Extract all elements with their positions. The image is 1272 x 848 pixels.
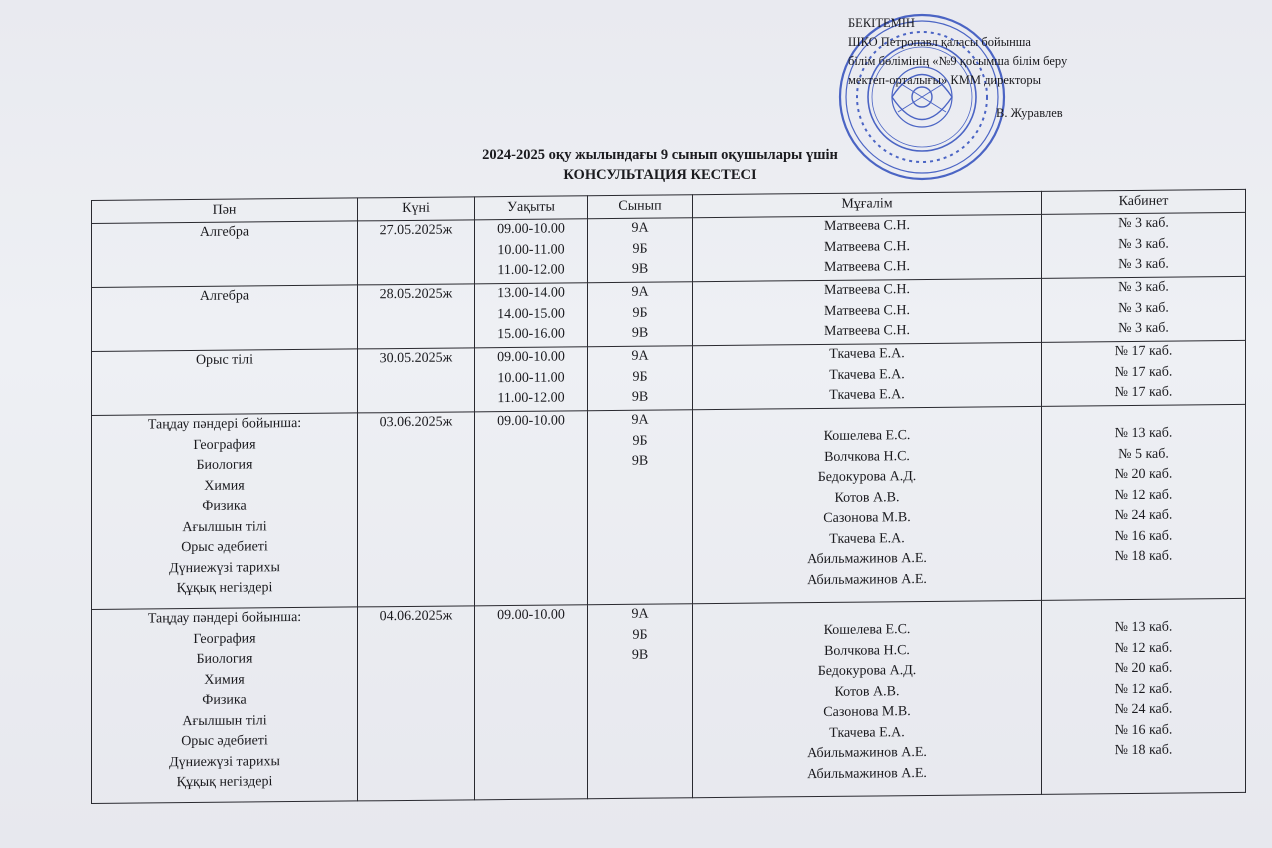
class-line: 9Б bbox=[632, 305, 648, 321]
teacher-line: Сазонова М.В. bbox=[823, 510, 911, 526]
subject-cell bbox=[92, 349, 358, 416]
class-line: 9В bbox=[631, 389, 649, 405]
room-line: № 12 каб. bbox=[1114, 640, 1173, 656]
teacher-cell bbox=[693, 278, 1042, 345]
time-line: 10.00-11.00 bbox=[497, 369, 565, 386]
date-cell: 28.05.2025ж bbox=[358, 284, 475, 349]
teacher-line: Матвеева С.Н. bbox=[824, 302, 910, 319]
title-line-2: КОНСУЛЬТАЦИЯ КЕСТЕСІ bbox=[563, 167, 757, 183]
room-cell bbox=[1042, 598, 1246, 794]
class-cell bbox=[588, 410, 693, 605]
subject-line: Биология bbox=[196, 457, 253, 473]
teacher-line: Ткачева Е.А. bbox=[829, 724, 905, 741]
teacher-cell bbox=[693, 600, 1042, 797]
subject-line: Алгебра bbox=[199, 288, 250, 304]
approval-line: ШКО Петропавл қаласы бойынша bbox=[848, 35, 1031, 49]
subject-line: Орыс тілі bbox=[195, 352, 254, 368]
class-line: 9В bbox=[631, 647, 649, 663]
room-line: № 3 каб. bbox=[1118, 320, 1169, 337]
class-line: 9В bbox=[631, 453, 649, 469]
teacher-line: Абильмажинов А.Е. bbox=[807, 744, 927, 762]
time-line: 10.00-11.00 bbox=[497, 241, 565, 258]
teacher-line: Матвеева С.Н. bbox=[824, 238, 910, 255]
room-line: № 3 каб. bbox=[1118, 300, 1169, 316]
approval-block bbox=[848, 14, 1148, 123]
time-cell bbox=[475, 219, 588, 284]
teacher-line: Ткачева Е.А. bbox=[829, 387, 905, 403]
time-line: 09.00-10.00 bbox=[497, 349, 565, 366]
teacher-line: Матвеева С.Н. bbox=[824, 282, 910, 298]
header-class: Сынып bbox=[588, 195, 693, 219]
time-cell bbox=[475, 411, 588, 606]
subject-line: Құқық негіздері bbox=[176, 774, 273, 791]
room-line: № 3 каб. bbox=[1118, 236, 1169, 252]
time-line: 11.00-12.00 bbox=[497, 262, 565, 279]
subject-cell bbox=[92, 285, 358, 352]
room-cell bbox=[1042, 212, 1246, 278]
time-cell bbox=[475, 347, 588, 412]
room-line: № 5 каб. bbox=[1118, 446, 1169, 462]
table-row bbox=[92, 340, 1246, 415]
time-cell bbox=[475, 605, 588, 800]
subject-cell bbox=[92, 607, 358, 804]
room-line: № 17 каб. bbox=[1114, 343, 1173, 360]
class-line: 9Б bbox=[632, 627, 648, 643]
director-signature: В. Журавлев bbox=[996, 106, 1063, 120]
table-row bbox=[92, 404, 1246, 609]
room-line: № 13 каб. bbox=[1114, 425, 1173, 442]
subject-line: Физика bbox=[202, 692, 247, 708]
time-line: 09.00-10.00 bbox=[497, 607, 565, 624]
date-cell: 03.06.2025ж bbox=[358, 412, 475, 607]
teacher-line: Матвеева С.Н. bbox=[824, 259, 910, 275]
teacher-line: Бедокурова А.Д. bbox=[817, 663, 917, 680]
approval-line: мектеп-орталығы» КММ директоры bbox=[848, 73, 1042, 87]
subject-line: Алгебра bbox=[199, 224, 250, 240]
room-line: № 3 каб. bbox=[1118, 279, 1169, 296]
time-line: 09.00-10.00 bbox=[497, 221, 565, 238]
subject-line: Дүниежүзі тарихы bbox=[169, 559, 280, 576]
subject-line: Таңдау пәндері бойынша: bbox=[147, 609, 302, 627]
table-row bbox=[92, 212, 1246, 287]
subject-line: Ағылшын тілі bbox=[182, 712, 267, 729]
subject-line: Орыс әдебиеті bbox=[181, 539, 268, 556]
room-cell bbox=[1042, 340, 1246, 406]
page-title bbox=[380, 145, 940, 185]
header-time: Уақыты bbox=[475, 196, 588, 220]
class-cell bbox=[588, 218, 693, 283]
teacher-line: Матвеева С.Н. bbox=[824, 323, 910, 339]
consultation-table bbox=[91, 189, 1246, 804]
time-line: 13.00-14.00 bbox=[497, 285, 565, 302]
room-cell bbox=[1042, 276, 1246, 342]
approval-line: БЕКІТЕМІН bbox=[848, 16, 915, 30]
teacher-line: Бедокурова А.Д. bbox=[817, 469, 917, 486]
class-line: 9В bbox=[631, 325, 649, 341]
subject-line: География bbox=[193, 436, 256, 453]
class-line: 9Б bbox=[632, 369, 648, 385]
room-line: № 20 каб. bbox=[1114, 466, 1173, 483]
subject-line: Орыс әдебиеті bbox=[181, 733, 268, 750]
class-line: 9А bbox=[631, 220, 649, 236]
class-cell bbox=[588, 604, 693, 799]
class-cell bbox=[588, 282, 693, 347]
subject-cell bbox=[92, 413, 358, 610]
room-line: № 17 каб. bbox=[1114, 364, 1173, 380]
teacher-line: Абильмажинов А.Е. bbox=[807, 550, 927, 568]
teacher-line: Котов А.В. bbox=[834, 489, 900, 506]
subject-line: Дүниежүзі тарихы bbox=[169, 753, 280, 770]
teacher-cell bbox=[693, 214, 1042, 281]
teacher-line: Абильмажинов А.Е. bbox=[807, 765, 927, 782]
table-row bbox=[92, 276, 1246, 351]
subject-line: Химия bbox=[204, 478, 245, 494]
room-line: № 18 каб. bbox=[1114, 548, 1173, 565]
class-line: 9В bbox=[631, 261, 649, 277]
room-line: № 3 каб. bbox=[1118, 215, 1169, 232]
table-row bbox=[92, 598, 1246, 803]
class-line: 9Б bbox=[632, 241, 648, 257]
approval-line: білім бөлімінің «№9 қосымша білім беру bbox=[848, 54, 1068, 68]
header-room: Кабинет bbox=[1042, 189, 1246, 214]
subject-line: Химия bbox=[204, 672, 245, 688]
room-line: № 12 каб. bbox=[1114, 487, 1173, 503]
teacher-line: Абильмажинов А.Е. bbox=[807, 571, 927, 588]
date-cell: 04.06.2025ж bbox=[358, 606, 475, 801]
teacher-cell bbox=[693, 406, 1042, 603]
approval-spacer bbox=[848, 90, 1148, 104]
time-line: 15.00-16.00 bbox=[497, 326, 565, 343]
teacher-line: Матвеева С.Н. bbox=[824, 218, 910, 234]
header-subject: Пән bbox=[92, 198, 358, 224]
teacher-line: Ткачева Е.А. bbox=[829, 530, 905, 547]
teacher-line: Ткачева Е.А. bbox=[829, 346, 905, 362]
teacher-line: Волчкова Н.С. bbox=[824, 642, 910, 659]
subject-line: Таңдау пәндері бойынша: bbox=[147, 415, 302, 433]
class-cell bbox=[588, 346, 693, 411]
subject-line: Биология bbox=[196, 651, 253, 667]
room-line: № 13 каб. bbox=[1114, 619, 1173, 636]
subject-line: География bbox=[193, 630, 256, 647]
class-line: 9А bbox=[631, 412, 649, 428]
time-line: 09.00-10.00 bbox=[497, 413, 565, 430]
title-line-1: 2024-2025 оқу жылындағы 9 сынып оқушылары үшін bbox=[482, 147, 838, 163]
room-line: № 16 каб. bbox=[1114, 722, 1173, 738]
subject-cell bbox=[92, 221, 358, 288]
room-line: № 16 каб. bbox=[1114, 528, 1173, 544]
class-line: 9Б bbox=[632, 433, 648, 449]
room-line: № 12 каб. bbox=[1114, 681, 1173, 697]
room-line: № 3 каб. bbox=[1118, 256, 1169, 273]
header-date: Күні bbox=[358, 197, 475, 221]
room-line: № 18 каб. bbox=[1114, 742, 1173, 759]
time-line: 11.00-12.00 bbox=[497, 390, 565, 407]
teacher-cell bbox=[693, 342, 1042, 409]
date-cell: 30.05.2025ж bbox=[358, 348, 475, 413]
subject-line: Физика bbox=[202, 498, 247, 514]
header-teacher: Мұғалім bbox=[693, 191, 1042, 217]
class-line: 9А bbox=[631, 348, 649, 364]
room-line: № 24 каб. bbox=[1114, 701, 1173, 718]
teacher-line: Котов А.В. bbox=[834, 683, 900, 700]
class-line: 9А bbox=[631, 606, 649, 622]
class-line: 9А bbox=[631, 284, 649, 300]
teacher-line: Сазонова М.В. bbox=[823, 704, 911, 720]
time-cell bbox=[475, 283, 588, 348]
teacher-line: Волчкова Н.С. bbox=[824, 448, 910, 465]
teacher-line: Кошелева Е.С. bbox=[823, 622, 911, 638]
room-line: № 17 каб. bbox=[1114, 384, 1173, 401]
time-line: 14.00-15.00 bbox=[497, 305, 565, 322]
teacher-line: Кошелева Е.С. bbox=[823, 428, 911, 444]
subject-line: Ағылшын тілі bbox=[182, 518, 267, 535]
room-line: № 20 каб. bbox=[1114, 660, 1173, 677]
room-cell bbox=[1042, 404, 1246, 600]
date-cell: 27.05.2025ж bbox=[358, 220, 475, 285]
teacher-line: Ткачева Е.А. bbox=[829, 366, 905, 383]
subject-line: Құқық негіздері bbox=[176, 580, 273, 597]
room-line: № 24 каб. bbox=[1114, 507, 1173, 524]
